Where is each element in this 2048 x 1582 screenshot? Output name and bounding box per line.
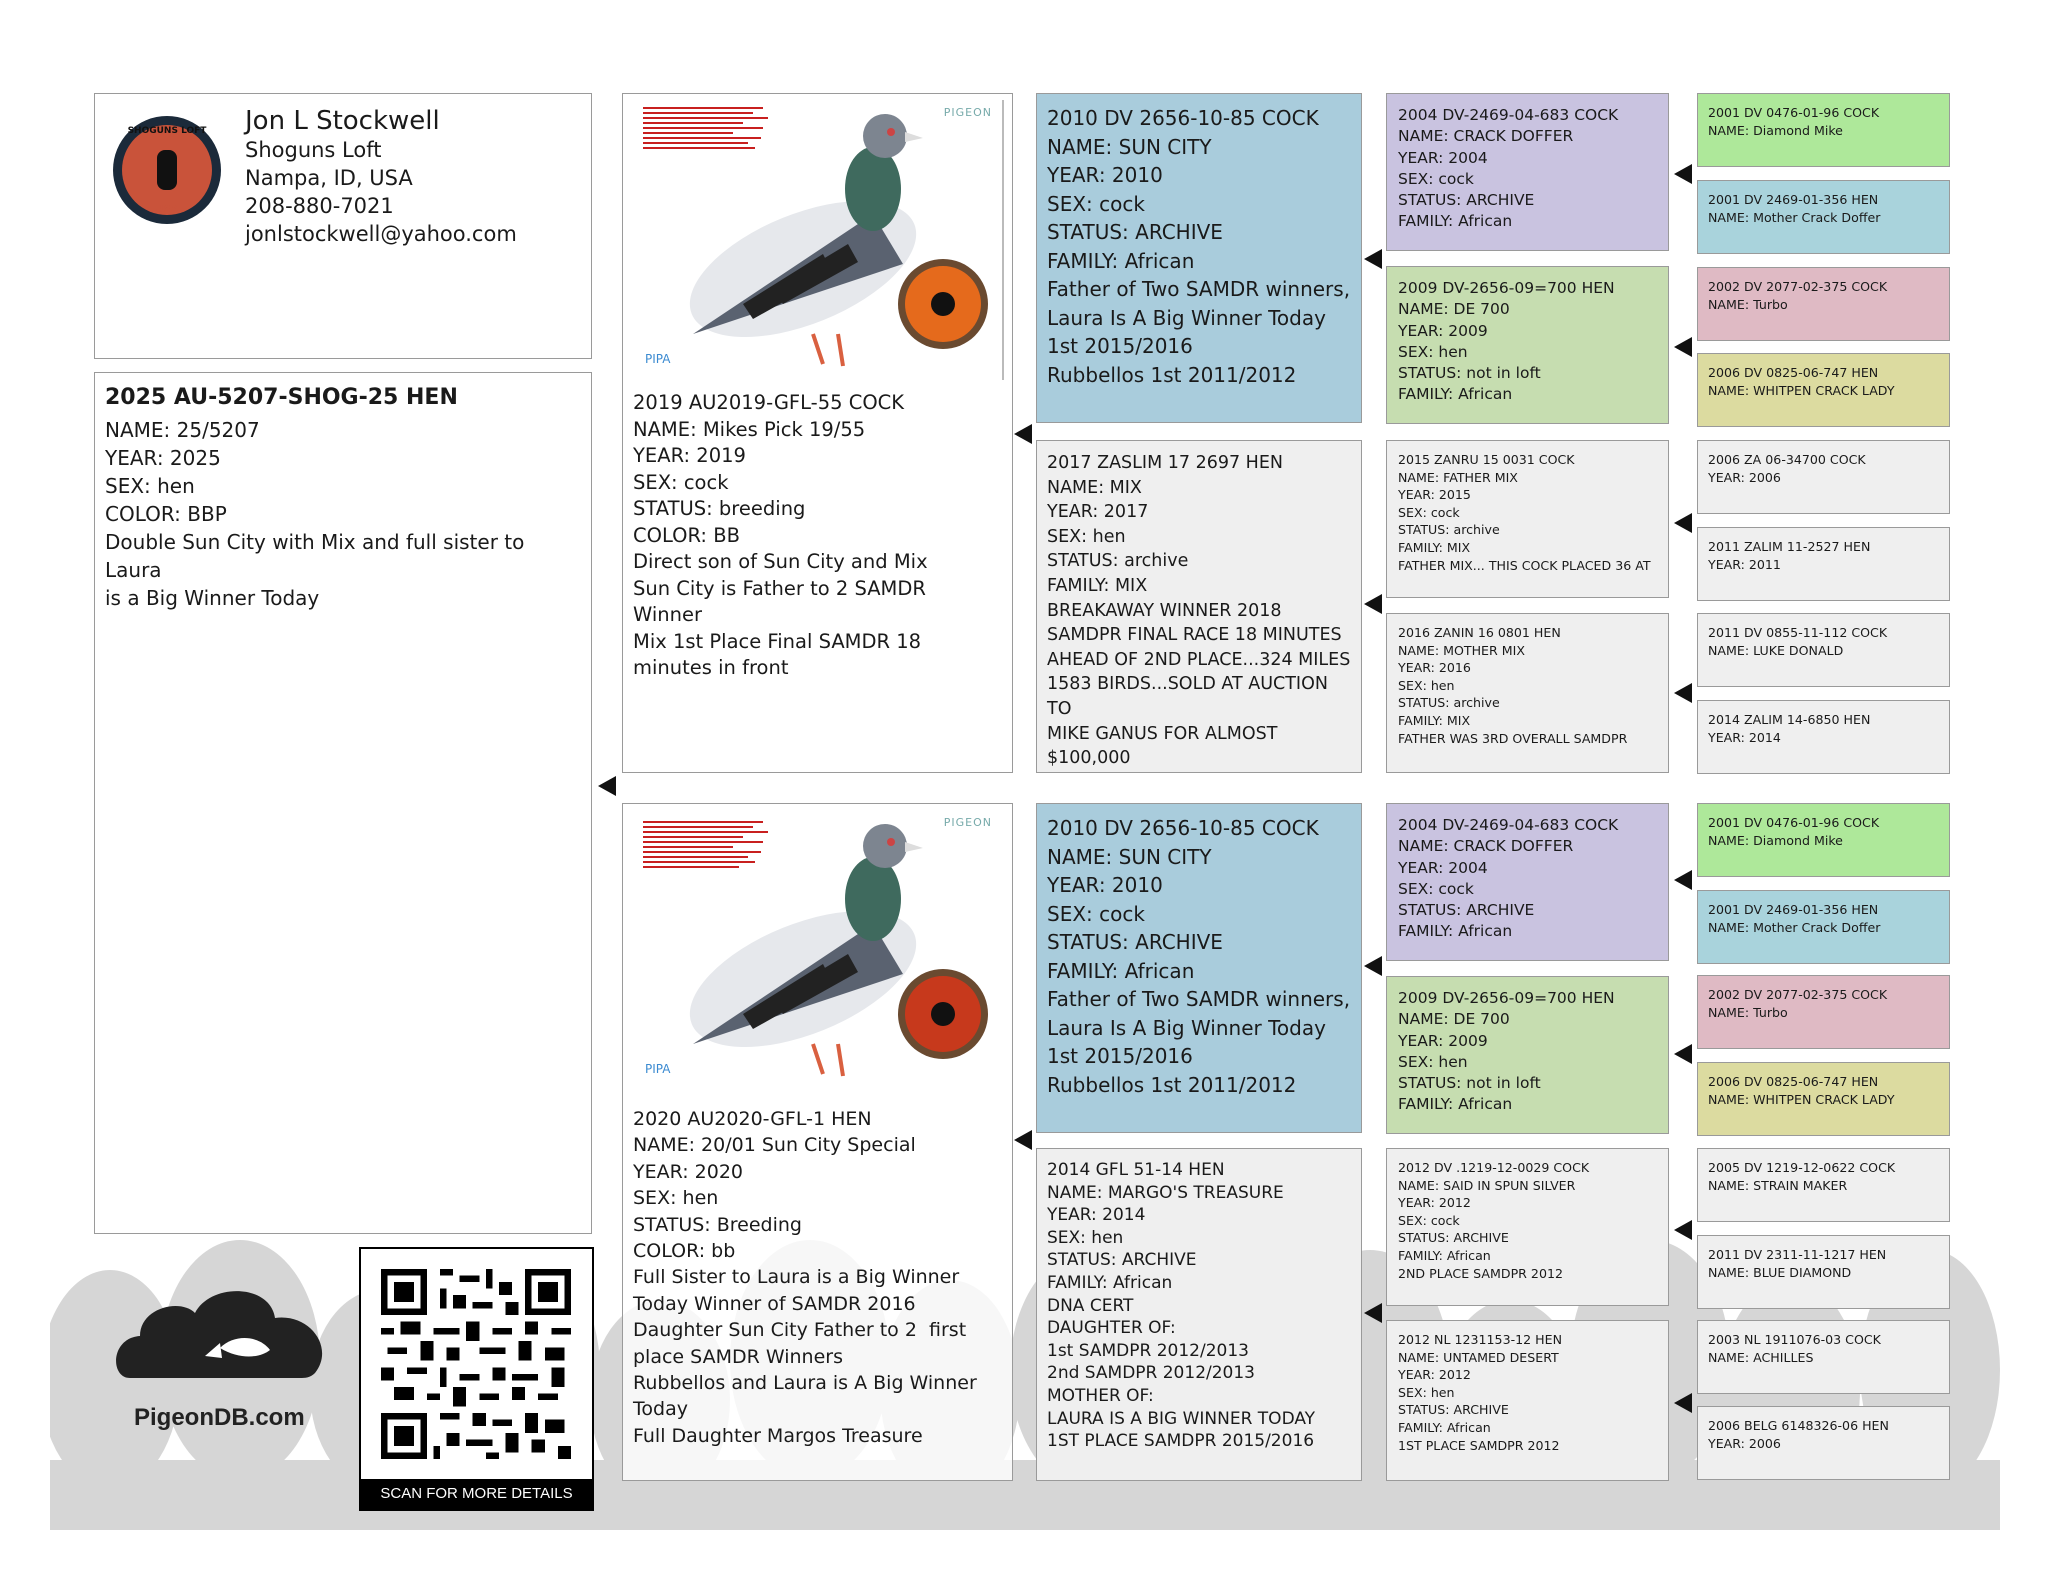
pedigree-line: 2011 ZALIM 11-2527 HEN: [1708, 539, 1871, 554]
arrow-icon: [1364, 249, 1382, 269]
pedigree-line: STATUS: ARCHIVE: [1398, 191, 1535, 210]
pedigree-line: 2005 DV 1219-12-0622 COCK: [1708, 1160, 1896, 1175]
gen4-card: [1697, 890, 1950, 964]
sire-card: [622, 93, 1013, 773]
pedigree-line: SEX: hen: [1398, 1052, 1468, 1071]
pedigree-line: 2006 ZA 06-34700 COCK: [1708, 452, 1866, 467]
pedigree-line: STATUS: Breeding: [633, 1213, 802, 1236]
pedigree-line: STATUS: ARCHIVE: [1047, 220, 1223, 244]
pigeondb-cloud-icon: [110, 1278, 340, 1398]
pedigree-line: NAME: Mikes Pick 19/55: [633, 417, 866, 441]
pedigree-line: NAME: UNTAMED DESERT: [1398, 1349, 1559, 1365]
pedigree-line: FAMILY: African: [1047, 958, 1195, 983]
pedigree-line: NAME: SUN CITY: [1047, 844, 1212, 869]
qr-scan-label: SCAN FOR MORE DETAILS: [361, 1479, 592, 1509]
pedigree-line: NAME: MOTHER MIX: [1398, 642, 1525, 658]
owner-location: Nampa, ID, USA: [245, 166, 413, 190]
pedigree-line: FAMILY: African: [1398, 1419, 1491, 1435]
logo-text-bottom: USA: [155, 204, 179, 215]
pedigree-line: NAME: CRACK DOFFER: [1398, 837, 1574, 856]
pedigree-line: NAME: LUKE DONALD: [1708, 643, 1844, 658]
pedigree-line: STATUS: ARCHIVE: [1047, 930, 1223, 954]
pedigree-line: SEX: cock: [1398, 504, 1460, 520]
gen2-sire-dam-card: [1036, 440, 1362, 773]
pedigree-line: Today Winner of SAMDR 2016: [633, 1292, 916, 1315]
pedigree-line: STATUS: not in loft: [1398, 364, 1541, 383]
pedigree-line: STATUS: ARCHIVE: [1047, 1250, 1197, 1271]
pedigree-line: STATUS: archive: [1398, 695, 1500, 711]
gen2-dam-sire-card: [1036, 803, 1362, 1133]
gen4-card: [1697, 1406, 1950, 1480]
pedigree-line: NAME: DE 700: [1398, 300, 1510, 319]
pedigree-line: YEAR: 2010: [1047, 873, 1163, 897]
gen4-card: [1697, 1320, 1950, 1394]
pedigree-line: YEAR: 2004: [1398, 858, 1488, 877]
pedigree-line: Mix 1st Place Final SAMDR 18: [633, 629, 922, 653]
arrow-icon: [598, 776, 616, 796]
owner-card: [94, 93, 592, 359]
pedigree-line: YEAR: 2011: [1708, 557, 1781, 572]
pedigree-line: YEAR: 2010: [1047, 163, 1163, 187]
pedigree-line: YEAR: 2014: [1047, 1205, 1146, 1226]
pedigree-line: STATUS: not in loft: [1398, 1074, 1541, 1093]
owner-email[interactable]: jonlstockwell@yahoo.com: [245, 222, 517, 246]
gen4-card: [1697, 353, 1950, 427]
pedigree-line: NAME: Turbo: [1708, 1005, 1788, 1020]
pedigree-line: 2014 GFL 51-14 HEN: [1047, 1160, 1225, 1180]
pedigree-line: 2ND PLACE SAMDPR 2012: [1398, 1265, 1563, 1281]
pedigree-line: SEX: hen: [1047, 526, 1126, 547]
pedigree-line: FAMILY: MIX: [1047, 575, 1148, 596]
pedigree-line: SEX: hen: [1398, 1384, 1455, 1400]
gen4-card: [1697, 803, 1950, 877]
pedigree-line: MOTHER OF:: [1047, 1385, 1154, 1406]
pedigree-line: 2011 DV 0855-11-112 COCK: [1708, 625, 1888, 640]
pedigree-line: 2006 BELG 6148326-06 HEN: [1708, 1418, 1889, 1433]
gen2-dam-dam-card: [1036, 1148, 1362, 1481]
pedigree-line: FATHER MIX... THIS COCK PLACED 36 AT: [1398, 557, 1651, 573]
pedigree-line: STATUS: archive: [1398, 522, 1500, 538]
pedigree-line: STATUS: archive: [1047, 551, 1189, 572]
gen4-card: [1697, 700, 1950, 774]
pedigree-line: 1st SAMDPR 2012/2013: [1047, 1340, 1249, 1361]
dam-photo: [623, 804, 1012, 1094]
pigeondb-logo[interactable]: [110, 1278, 340, 1438]
gen4-card: [1697, 93, 1950, 167]
pedigree-line: SEX: cock: [1398, 879, 1474, 898]
pedigree-line: YEAR: 2012: [1398, 1367, 1471, 1383]
pedigree-line: YEAR: 2006: [1708, 1436, 1781, 1451]
pedigree-line: NAME: FATHER MIX: [1398, 469, 1518, 485]
owner-phone[interactable]: 208-880-7021: [245, 194, 394, 218]
owner-name: Jon L Stockwell: [245, 106, 440, 136]
pedigree-line: YEAR: 2012: [1398, 1195, 1471, 1211]
gen3-card: [1386, 93, 1669, 251]
pigeon-brand-logo: PIGEON: [943, 816, 992, 829]
arrow-icon: [1674, 1220, 1692, 1240]
pedigree-line: FAMILY: MIX: [1398, 539, 1471, 555]
arrow-icon: [1674, 1044, 1692, 1064]
pedigree-line: SEX: hen: [105, 474, 195, 498]
pedigree-line: FAMILY: African: [1398, 922, 1513, 941]
pedigree-line: Sun City is Father to 2 SAMDR: [633, 576, 926, 600]
pedigree-line: NAME: Mother Crack Doffer: [1708, 210, 1881, 225]
pedigree-line: NAME: Diamond Mike: [1708, 123, 1843, 138]
pedigree-line: COLOR: bb: [633, 1240, 736, 1263]
pedigree-line: NAME: DE 700: [1398, 1010, 1510, 1029]
pedigree-line: 1st 2015/2016: [1047, 1044, 1193, 1068]
pedigree-line: NAME: SUN CITY: [1047, 134, 1212, 159]
pedigree-line: 2009 DV-2656-09=700 HEN: [1398, 989, 1615, 1007]
pedigree-line: NAME: Mother Crack Doffer: [1708, 920, 1881, 935]
gen4-card: [1697, 1062, 1950, 1136]
pedigree-line: SEX: cock: [1047, 901, 1145, 926]
gen3-card: [1386, 803, 1669, 961]
pedigree-line: COLOR: BBP: [105, 502, 227, 526]
pedigree-line: YEAR: 2004: [1398, 148, 1488, 167]
pedigree-line: AHEAD OF 2ND PLACE...324 MILES: [1047, 649, 1351, 670]
pedigree-line: SEX: cock: [633, 470, 729, 494]
pedigree-line: 2006 DV 0825-06-747 HEN: [1708, 1074, 1879, 1089]
qr-code-icon: [381, 1269, 571, 1459]
pedigree-line: NAME: SAID IN SPUN SILVER: [1398, 1177, 1576, 1193]
gen4-card: [1697, 527, 1950, 601]
gen3-card: [1386, 976, 1669, 1134]
gen3-card: [1386, 440, 1669, 598]
owner-loft: Shoguns Loft: [245, 138, 382, 162]
pedigree-line: YEAR: 2016: [1398, 660, 1471, 676]
pedigree-line: YEAR: 2015: [1398, 487, 1471, 503]
gen4-card: [1697, 1235, 1950, 1309]
pedigree-line: Direct son of Sun City and Mix: [633, 550, 928, 573]
pedigree-line: Rubbellos 1st 2011/2012: [1047, 1072, 1297, 1097]
arrow-icon: [1674, 683, 1692, 703]
pedigree-line: SEX: cock: [1398, 1212, 1460, 1228]
pedigree-line: 2004 DV-2469-04-683 COCK: [1398, 106, 1619, 124]
pedigree-line: STATUS: ARCHIVE: [1398, 1230, 1509, 1246]
pedigree-line: 2004 DV-2469-04-683 COCK: [1398, 816, 1619, 834]
pedigree-line: 2001 DV 2469-01-356 HEN: [1708, 192, 1879, 207]
arrow-icon: [1014, 424, 1032, 444]
pedigree-line: YEAR: 2009: [1398, 1031, 1488, 1050]
pedigree-line: 2001 DV 0476-01-96 COCK: [1708, 105, 1880, 120]
pedigree-line: YEAR: 2025: [105, 446, 221, 470]
pedigree-line: SEX: hen: [1398, 677, 1455, 693]
pedigree-line: 2nd SAMDPR 2012/2013: [1047, 1363, 1256, 1384]
pedigree-line: Father of Two SAMDR winners,: [1047, 987, 1351, 1011]
pedigree-line: NAME: WHITPEN CRACK LADY: [1708, 383, 1895, 398]
pedigree-line: 2020 AU2020-GFL-1 HEN: [633, 1108, 872, 1130]
pedigree-line: FAMILY: African: [1398, 212, 1513, 231]
gen4-card: [1697, 975, 1950, 1049]
pedigree-line: MIKE GANUS FOR ALMOST: [1047, 723, 1278, 744]
pedigree-line: FAMILY: African: [1047, 1272, 1173, 1293]
pedigree-line: YEAR: 2020: [633, 1160, 744, 1183]
arrow-icon: [1674, 513, 1692, 533]
pedigree-line: NAME: BLUE DIAMOND: [1708, 1265, 1852, 1280]
pedigree-line: SAMDPR FINAL RACE 18 MINUTES: [1047, 625, 1342, 646]
pedigree-line: NAME: Diamond Mike: [1708, 833, 1843, 848]
gen4-card: [1697, 440, 1950, 514]
pedigree-line: SEX: cock: [1398, 169, 1474, 188]
pedigree-line: SEX: cock: [1047, 191, 1145, 216]
pedigree-line: 2016 ZANIN 16 0801 HEN: [1398, 625, 1561, 640]
pedigree-line: NAME: MARGO'S TREASURE: [1047, 1182, 1284, 1203]
pedigree-line: 2017 ZASLIM 17 2697 HEN: [1047, 453, 1283, 473]
dam-card: [622, 803, 1013, 1481]
arrow-icon: [1364, 594, 1382, 614]
gen4-card: [1697, 180, 1950, 254]
gen3-card: [1386, 1320, 1669, 1481]
pedigree-line: YEAR: 2017: [1047, 502, 1149, 523]
pedigree-line: 2002 DV 2077-02-375 COCK: [1708, 279, 1888, 294]
pedigree-line: SEX: hen: [1398, 342, 1468, 361]
pedigree-line: Daughter Sun City Father to 2 first: [633, 1319, 967, 1342]
gen3-card: [1386, 266, 1669, 424]
pedigree-line: Today: [633, 1398, 688, 1421]
pedigree-line: Father of Two SAMDR winners,: [1047, 277, 1351, 301]
arrow-icon: [1014, 1130, 1032, 1150]
pedigree-line: DAUGHTER OF:: [1047, 1318, 1176, 1339]
pedigree-line: 2012 NL 1231153-12 HEN: [1398, 1332, 1563, 1347]
pedigree-line: Full Sister to Laura is a Big Winner: [633, 1266, 960, 1289]
pedigree-line: BREAKAWAY WINNER 2018: [1047, 600, 1282, 621]
logo-text-top: SHOGUNS LOFT: [127, 126, 207, 136]
arrow-icon: [1364, 1303, 1382, 1323]
subject-title: 2025 AU-5207-SHOG-25 HEN: [105, 385, 458, 410]
pedigree-line: 2010 DV 2656-10-85 COCK: [1047, 106, 1319, 130]
pedigree-line: NAME: ACHILLES: [1708, 1350, 1814, 1365]
pipa-badge: PIPA: [645, 352, 671, 366]
pedigree-line: NAME: STRAIN MAKER: [1708, 1178, 1848, 1193]
gen4-card: [1697, 267, 1950, 341]
pedigree-line: YEAR: 2014: [1708, 730, 1781, 745]
pedigree-line: Full Daughter Margos Treasure: [633, 1424, 923, 1447]
pedigree-line: Winner: [633, 603, 703, 626]
pedigree-line: 1583 BIRDS...SOLD AT AUCTION TO: [1047, 674, 1334, 719]
pedigree-line: 2006 DV 0825-06-747 HEN: [1708, 365, 1879, 380]
pedigree-line: place SAMDR Winners: [633, 1345, 843, 1368]
pedigree-line: YEAR: 2009: [1398, 321, 1488, 340]
arrow-icon: [1364, 956, 1382, 976]
qr-code-card[interactable]: [359, 1247, 594, 1511]
gen3-card: [1386, 613, 1669, 773]
pedigree-line: Laura Is A Big Winner Today: [1047, 1015, 1326, 1040]
pedigree-line: FAMILY: African: [1047, 248, 1195, 273]
pedigree-line: 2001 DV 0476-01-96 COCK: [1708, 815, 1880, 830]
pedigree-line: NAME: CRACK DOFFER: [1398, 127, 1574, 146]
pedigree-line: 2003 NL 1911076-03 COCK: [1708, 1332, 1881, 1347]
pedigree-line: NAME: 20/01 Sun City Special: [633, 1134, 916, 1157]
subject-card: [94, 372, 592, 1234]
pedigree-line: is a Big Winner Today: [105, 586, 320, 610]
pedigree-line: Laura Is A Big Winner Today: [1047, 305, 1326, 330]
pedigree-line: Rubbellos 1st 2011/2012: [1047, 362, 1297, 387]
pedigree-line: NAME: WHITPEN CRACK LADY: [1708, 1092, 1895, 1107]
pigeondb-site-name: PigeonDB.com: [134, 1404, 305, 1431]
pedigree-line: 2010 DV 2656-10-85 COCK: [1047, 816, 1319, 840]
pedigree-line: NAME: 25/5207: [105, 418, 260, 442]
pedigree-line: NAME: Turbo: [1708, 297, 1788, 312]
pedigree-line: 1ST PLACE SAMDPR 2015/2016: [1047, 1431, 1315, 1452]
pedigree-line: FAMILY: African: [1398, 1095, 1513, 1114]
pedigree-line: $100,000: [1047, 748, 1131, 769]
arrow-icon: [1674, 1393, 1692, 1413]
arrow-icon: [1674, 870, 1692, 890]
gen2-sire-sire-card: [1036, 93, 1362, 423]
pedigree-line: SEX: hen: [1047, 1227, 1124, 1248]
pedigree-line: YEAR: 2019: [633, 444, 746, 467]
pedigree-line: LAURA IS A BIG WINNER TODAY: [1047, 1408, 1316, 1429]
pedigree-line: 2009 DV-2656-09=700 HEN: [1398, 279, 1615, 297]
gen4-card: [1697, 613, 1950, 687]
pedigree-line: 2012 DV .1219-12-0029 COCK: [1398, 1160, 1590, 1175]
pipa-badge: PIPA: [645, 1062, 671, 1076]
pedigree-line: STATUS: ARCHIVE: [1398, 901, 1535, 920]
pedigree-line: 2019 AU2019-GFL-55 COCK: [633, 391, 905, 414]
pedigree-line: YEAR: 2006: [1708, 470, 1781, 485]
arrow-icon: [1674, 337, 1692, 357]
arrow-icon: [1674, 164, 1692, 184]
pedigree-line: NAME: MIX: [1047, 477, 1142, 498]
sire-photo: [623, 94, 1012, 384]
pedigree-line: STATUS: breeding: [633, 497, 806, 520]
pedigree-line: FAMILY: African: [1398, 1247, 1491, 1263]
pedigree-line: DNA CERT: [1047, 1295, 1134, 1316]
pedigree-line: 2014 ZALIM 14-6850 HEN: [1708, 712, 1871, 727]
pedigree-line: 1ST PLACE SAMDPR 2012: [1398, 1437, 1560, 1453]
pedigree-line: STATUS: ARCHIVE: [1398, 1402, 1509, 1418]
pedigree-line: 1st 2015/2016: [1047, 334, 1193, 358]
pedigree-line: 2015 ZANRU 15 0031 COCK: [1398, 452, 1575, 467]
pedigree-line: 2001 DV 2469-01-356 HEN: [1708, 902, 1879, 917]
pedigree-line: Double Sun City with Mix and full sister to Laura: [105, 530, 531, 582]
pedigree-line: SEX: hen: [633, 1187, 719, 1210]
gen3-card: [1386, 1148, 1669, 1306]
sire-photo-note: [643, 104, 773, 214]
pedigree-line: 2002 DV 2077-02-375 COCK: [1708, 987, 1888, 1002]
pedigree-line: FATHER WAS 3RD OVERALL SAMDPR: [1398, 730, 1628, 746]
pigeon-brand-logo: PIGEON: [943, 106, 992, 119]
gen4-card: [1697, 1148, 1950, 1222]
pedigree-line: Rubbellos and Laura is A Big Winner: [633, 1372, 977, 1395]
loft-logo: [113, 116, 221, 224]
pedigree-line: COLOR: BB: [633, 523, 740, 547]
pedigree-line: 2011 DV 2311-11-1217 HEN: [1708, 1247, 1887, 1262]
pedigree-line: minutes in front: [633, 656, 789, 679]
dam-photo-note: [643, 818, 773, 928]
pedigree-line: FAMILY: MIX: [1398, 712, 1471, 728]
pedigree-line: FAMILY: African: [1398, 385, 1513, 404]
